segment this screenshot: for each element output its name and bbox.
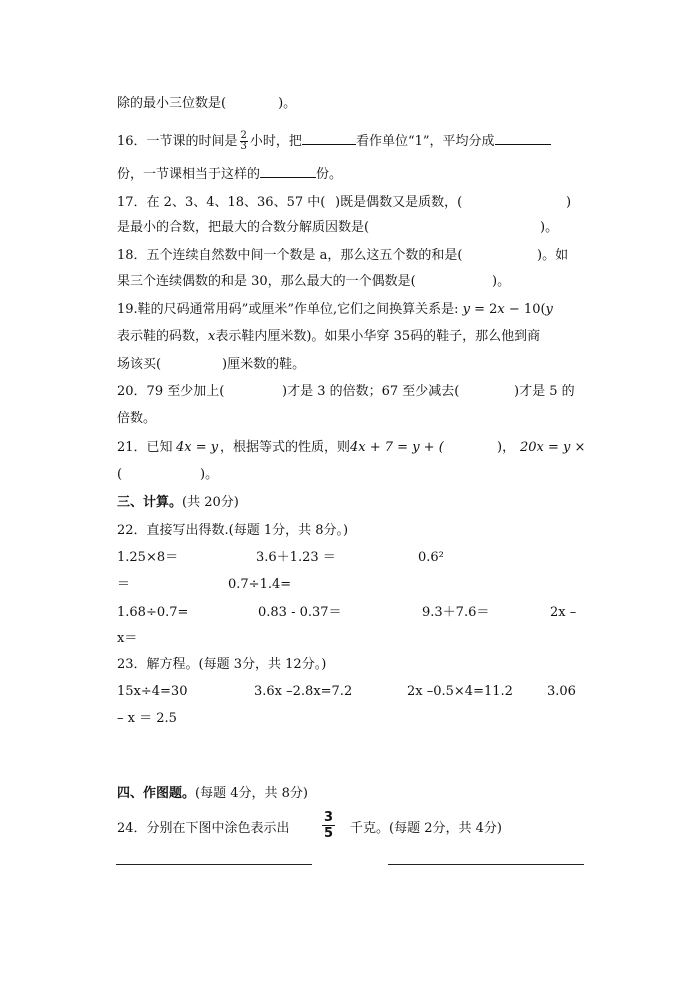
q19-var-y2: y	[545, 302, 553, 317]
q24-frac-den: 5	[324, 826, 334, 841]
q17-line1c: )	[566, 195, 572, 210]
q16-line1	[117, 131, 551, 152]
q23-r1c3: 2x –0.5×4=11.2	[407, 684, 513, 699]
q16-mid1: 小时，把	[249, 134, 302, 149]
q19-var-y: y	[462, 302, 470, 317]
q16-fraction	[240, 131, 248, 152]
section3-heading: 三、计算。	[117, 495, 183, 510]
q18-line1b: )。如	[537, 248, 569, 263]
q18-line2a: 果三个连续偶数的和是 30，那么最大的一个偶数是(	[117, 274, 416, 289]
q21-line2b: )。	[200, 467, 219, 482]
q24-post: 千克。(每题 2分，共 4分)	[350, 821, 502, 836]
q23-r1c4: 3.06	[547, 684, 576, 699]
q22-r2c4: 2x –	[550, 605, 577, 620]
q21-eq2: 4x + 7 = y + (	[350, 440, 444, 455]
q20-line1c: )才是 5 的	[514, 384, 575, 399]
q17-line2a: 是最小的合数，把最大的合数分解质因数是(	[117, 220, 370, 235]
q23-r1-cont: – x ＝ 2.5	[117, 711, 177, 726]
q16-frac-den: 3	[240, 141, 247, 152]
q22-r2c1: 1.68÷0.7=	[117, 605, 189, 620]
q21-line2a: (	[117, 467, 123, 482]
q17-line1b: )既是偶数又是质数，(	[335, 195, 463, 210]
q24-frac-num: 3	[324, 810, 334, 825]
q17-line1a: 17．在 2、3、4、18、36、57 中(	[117, 195, 326, 210]
q22-r1c3: 0.6²	[418, 550, 444, 565]
q22-r1c2: 3.6＋1.23 ＝	[256, 550, 336, 565]
q16-blank-3[interactable]	[260, 165, 316, 178]
q19-line1	[117, 302, 553, 318]
q18-line2b: )。	[492, 274, 511, 289]
q19-line3a: 场该买(	[117, 357, 162, 372]
q20-line2: 倍数。	[117, 411, 157, 426]
q19-line2	[117, 329, 540, 345]
q22-r2c3: 9.3＋7.6＝	[422, 605, 490, 620]
q15-tail: 除的最小三位数是( )。	[117, 96, 297, 111]
q16-blank-1[interactable]	[302, 132, 356, 145]
q22-r1-cont: ＝	[117, 577, 131, 592]
q19-line2c: 表示鞋内厘米数)。如果小华穿 35码的鞋子，那么他到商	[215, 329, 541, 344]
q21-line1a: 21．已知	[117, 440, 173, 455]
q16-pre: 16．一节课的时间是	[117, 134, 238, 149]
q16-line2-pre: 份，一节课相当于这样的	[117, 167, 261, 182]
q23-title: 23．解方程。(每题 3分，共 12分。)	[117, 657, 327, 672]
q16-line2-post: 份。	[316, 167, 343, 182]
q19-line1a: 19.鞋的尺码通常用码”或厘米”作单位,它们之间换算关系是:	[117, 302, 463, 317]
q22-r1b: 0.7÷1.4=	[228, 577, 292, 592]
q16-mid2: 看作单位“1”，平均分成	[355, 134, 495, 149]
section3-note: (共 20分)	[182, 495, 239, 510]
section4-heading: 四、作图题。	[117, 786, 196, 801]
q19-var-x2: x	[208, 329, 216, 344]
q23-r1c2: 3.6x –2.8x=7.2	[254, 684, 353, 699]
q24-pre: 24．分别在下图中涂色表示出	[117, 821, 290, 836]
q19-var-x: x	[497, 302, 505, 317]
q19-line1e: − 10(	[504, 302, 546, 317]
drawing-line-left[interactable]	[116, 864, 312, 865]
q16-frac-num: 2	[240, 130, 247, 141]
q17-line2b: )。	[540, 220, 559, 235]
q18-line1a: 18．五个连续自然数中间一个数是 a，那么这五个数的和是(	[117, 248, 463, 263]
q16-line2	[117, 165, 342, 183]
q22-title: 22．直接写出得数.(每题 1分，共 8分。)	[117, 523, 349, 538]
section4-heading-line	[117, 786, 308, 802]
q22-r2c2: 0.83 - 0.37＝	[258, 605, 342, 620]
section3-heading-line	[117, 495, 239, 511]
q23-r1c1: 15x÷4=30	[117, 684, 188, 699]
q22-r1c1: 1.25×8＝	[117, 550, 179, 565]
q21-eq1: 4x = y	[176, 440, 219, 455]
q20-line1b: )才是 3 的倍数；67 至少减去(	[282, 384, 460, 399]
q21-line1c: )，	[497, 440, 516, 455]
drawing-line-right[interactable]	[388, 864, 584, 865]
q19-line3b: )厘米数的鞋。	[222, 357, 306, 372]
q19-line1c: = 2	[469, 302, 498, 317]
q16-blank-2[interactable]	[495, 132, 551, 145]
q21-eq3: 20x = y ×	[520, 440, 586, 455]
q19-line2a: 表示鞋的码数，	[117, 329, 209, 344]
section4-note: (每题 4分，共 8分)	[195, 786, 308, 801]
q24-fraction	[322, 810, 335, 841]
q20-line1a: 20．79 至少加上(	[117, 384, 225, 399]
q21-line1b: ，根据等式的性质，则	[220, 440, 351, 455]
q22-r2-cont: x＝	[117, 631, 138, 646]
